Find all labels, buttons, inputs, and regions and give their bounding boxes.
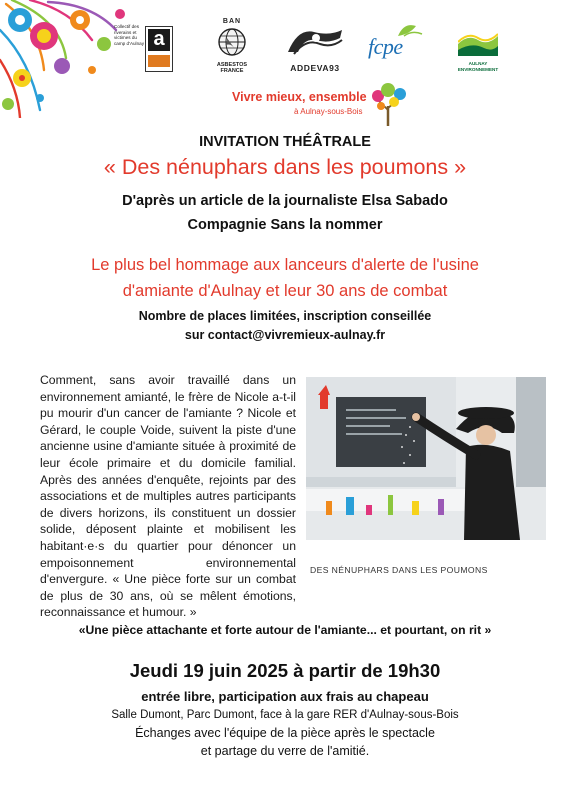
- landscape-icon: [458, 30, 498, 56]
- photo-caption: DES NÉNUPHARS DANS LES POUMONS: [310, 565, 488, 575]
- contact-line: sur contact@vivremieux-aulnay.fr: [184, 328, 386, 342]
- tree-icon: [366, 82, 412, 126]
- story-paragraph: Comment, sans avoir travaillé dans un environnement amianté, le frère de Nicole a-t-il pu mourir d'un cancer de l'amiante ? Nicole et Gérard, le couple Voide, suivent la piste d'une ancienne usine d'amiante située à proximité de leur école primaire et du domicile familial. Après des années d'enquête, rejoints par des associations et de multiples autres participants de divers horizons, ils constituent un dossier solide, déposent plainte et mobilisent les habitant·e·s du quartier pour dénoncer un empoisonnement environnemental d'envergure. « Une pièce forte sur un combat de plus de 30 ans, où se mêlent émotions, reconnaissance et humour. »: [40, 373, 296, 620]
- collectif-letter-icon: a: [148, 29, 170, 51]
- aulnay-env-label: AULNAY ENVIRONNEMENT: [457, 61, 499, 72]
- vivre-title: Vivre mieux, ensemble: [232, 90, 367, 104]
- collectif-riverains-logo: [114, 24, 176, 76]
- ban-asbestos-logo: [206, 18, 258, 76]
- tribute-line-2: d'amiante d'Aulnay et leur 30 ans de combat: [122, 282, 448, 300]
- addeva93-logo: [284, 26, 346, 74]
- addeva-label: ADDEVA93: [290, 63, 340, 73]
- exchange-line-2: et partage du verre de l'amitié.: [200, 744, 370, 758]
- invitation-label: INVITATION THÉÂTRALE: [199, 134, 371, 150]
- tribute-line-1: Le plus bel hommage aux lanceurs d'alerte de l'usine: [91, 256, 479, 274]
- collectif-badge: [145, 26, 173, 72]
- places-line: Nombre de places limitées, inscription conseillée: [138, 309, 432, 323]
- company-line: Compagnie Sans la nommer: [187, 217, 383, 233]
- exchange-line-1: Échanges avec l'équipe de la pièce après le spectacle: [135, 726, 435, 740]
- collectif-text: Collectif des riverains et victimes du camp d'Aulnay: [114, 24, 144, 46]
- fcpe-logo: [368, 28, 424, 74]
- entry-line: entrée libre, participation aux frais au chapeau: [141, 689, 429, 704]
- fcpe-label: fcpe: [368, 34, 403, 59]
- play-title: « Des nénuphars dans les poumons »: [103, 155, 467, 179]
- vivre-mieux-logo: [232, 88, 412, 122]
- collectif-badge-stripe: [148, 55, 170, 67]
- vivre-subtitle: à Aulnay-sous-Bois: [294, 107, 363, 116]
- press-quote: «Une pièce attachante et forte autour de l'amiante... et pourtant, on rit »: [78, 623, 492, 637]
- addeva-emblem-icon: [284, 26, 346, 56]
- venue-line: Salle Dumont, Parc Dumont, face à la gare RER d'Aulnay-sous-Bois: [111, 709, 459, 721]
- source-line: D'après un article de la journaliste Elsa Sabado: [122, 193, 448, 209]
- event-date: Jeudi 19 juin 2025 à partir de 19h30: [129, 660, 441, 681]
- stage-photo: [306, 377, 546, 540]
- globe-icon: [217, 27, 247, 57]
- aulnay-environnement-logo: [452, 30, 504, 74]
- ban-bottom-text: ASBESTOS FRANCE: [216, 62, 248, 74]
- ban-top-text: BAN: [222, 18, 242, 25]
